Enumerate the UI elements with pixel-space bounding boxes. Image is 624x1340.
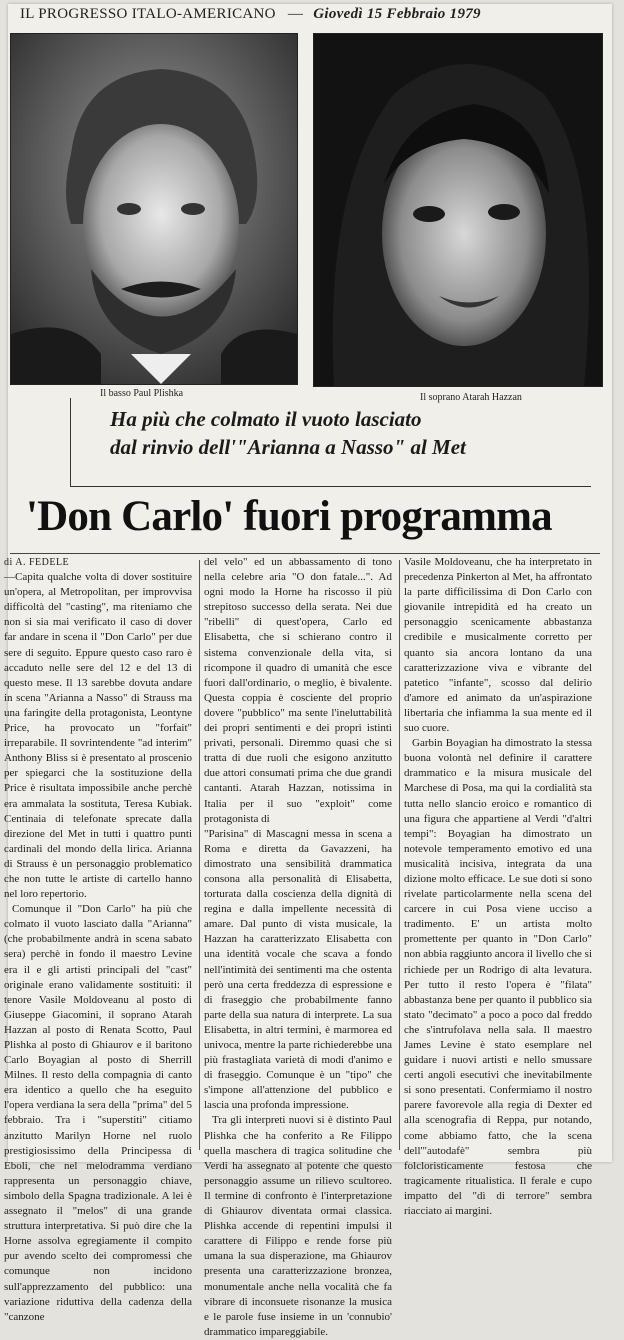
article-column-1 (4, 555, 192, 1323)
article-paragraph: del velo" ed un abbassamento di tono nella celebre aria "O don fatale...". Ad ogni modo la Horne ha riscosso il più strepitoso successo della serata. Nei due "ribelli" di quest'opera, Carlo ed Elisabetta, che si schierano contro il sistema convenzionale della vita, si ricompone il quadro di umanità che esce fuori dall'ordinario, o meglio, è bivalente. Questa coppia è cosciente del proprio dovere "pubblico" ma sente l'ineluttabilità dei propri sentimenti e dei propri istinti privati, personali. Diremmo quasi che si tratta di due ruoli che esigono anzitutto due attori consumati prima che due grandi cantanti. Atarah Hazzan, notissima in Italia per il suo "exploit" come protagonista di (204, 556, 392, 825)
masthead (20, 6, 580, 23)
article-paragraph: Comunque il "Don Carlo" ha più che colmato il vuoto lasciato dalla "Arianna" (che probabilmente andrà in scena sabato sera) perchè in fondo il maestro Levine era il e gli artisti principali del "cast" originale erano validamente sostituiti: il tenore Vasile Moldoveanu al posto di Giuseppe Giacomini, il soprano Atarah Hazzan al posto di Renata Scotto, Paul Plishka al posto di Ghiaurov e il baritono Carlo Boyagian al posto di Sherrill Milnes. Il resto della compagnia di canto era identico a quello che ha eseguito l'opera verdiana la sera della "prima" del 5 febbraio. Tra i "superstiti" citiamo anzitutto Marilyn Horne nel ruolo prestigiosissimo della Principessa di Eboli, che nel melodramma verdiano rappresenta un personaggio chiave, simbolo della Spagna tradizionale. A lei è assegnato il "melos" di una grande struttura interpretativa. Si può dire che la Horne assolva egregiamente il compito pur avendo scelto dei compromessi che comunque non incidono sull'apprezzamento del pubblico: una variazione riduttiva della cadenza della "canzone (4, 903, 192, 1323)
kicker-line-2: dal rinvio dell'"Arianna a Nasso" al Met (110, 435, 466, 459)
column-rule-2 (399, 560, 400, 1150)
headline: 'Don Carlo' fuori programma (26, 493, 552, 540)
article-paragraph: Tra gli interpreti nuovi si è distinto Paul Plishka che ha conferito a Re Filippo quella maschera di tragica solitudine che Verdi ha assegnato al potente che questo personaggio assume un rilievo scultoreo. Il termine di confronto è l'interpretazione di Ghiaurov diventata ormai classica. Plishka accende di repentini impulsi il carattere di Filippo e rende forse più umana la sua disperazione, ma Ghiaurov presenta una caratterizzazione bronzea, monumentale anche nella vocalità che fa vibrare di inconsuete risonanze la musica e le parole fuse insieme in un 'connubio' drammatico impareggiabile. (204, 1114, 392, 1338)
article-paragraph: Garbin Boyagian ha dimostrato la stessa buona volontà nel definire il carattere drammatico e la misura musicale del Marchese di Posa, ma qui la cordialità sta tutta nello slancio eroico e romantico di una figura che appartiene al Verdi "d'altri tempi": Boyagian ha dimostrato un notevole temperamento emotivo ed una musicalità incisiva, integrata da una dizione molto efficace. Le sue doti si sono rivelate particolarmente nella scena del carcere in cui Posa viene ucciso a tradimento. E' un artista molto promettente per quanto in "Don Carlo" non abbia raggiunto ancora il livello che si richiede per un Rodrigo di alta levatura. Per tutto il resto l'opera è "filata" abbastanza bene per quanto il pubblico sia stato "decimato" a poco a poco dal freddo che s'intrufolava nella sala. Il maestro James Levine è stato esemplare nel guidare i nuovi artisti e nello smussare certi angoli esecutivi che inevitabilmente si sono presentati. Confermiamo il nostro parere favorevole alla regia di Dexter ed alla scenografia di Reppa, pur notando, come abbiamo fatto, che la scena dell'"autodafè" sembra più folcloristicamente festosa che tragicamente ritualistica. Il ferale e cupo impatto del "dì di terrore" sembra riacciato ai margini. (404, 737, 592, 1218)
kicker-line-1: Ha più che colmato il vuoto lasciato (110, 407, 422, 431)
kicker (110, 405, 580, 461)
photo-caption-left: Il basso Paul Plishka (100, 388, 184, 399)
article-paragraph: "Parisina" di Mascagni messa in scena a Roma e diretta da Gavazzeni, ha dimostrato una sensibilità drammatica consona alla personalità di Elisabetta, torturata dalla coscienza della dignità di regina e dalla impellente necessità di amare. Dal punto di vista musicale, la Hazzan ha caratterizzato Elisabetta con una identità vocale che scava a fondo nell'intimità dei sentimenti ma che ostenta però una certa freddezza di espressione e di fraseggio che probabilmente fanno parte della sua natura di interprete. La sua Elisabetta, in altri termini, è marmorea ed univoca, mentre la parte richiederebbe una più frastagliata varietà di modi d'animo e di fraseggio. Comunque è un "tipo" che s'impone all'attenzione del pubblico e lascia una profonda impressione. (204, 827, 392, 1112)
photo-caption-right: Il soprano Atarah Hazzan (420, 392, 522, 403)
headline-rule (10, 553, 600, 554)
newspaper-name: IL PROGRESSO ITALO-AMERICANO (20, 6, 276, 22)
article-paragraph: Vasile Moldoveanu, che ha interpretato in precedenza Pinkerton al Met, ha affrontato la parte difficilissima di Don Carlo con giovanile intrepidità ed ha creato un personaggio scenicamente abbastanza credibile e musicalmente corretto per quanto sia ancora lontano da una caratterizzazione viva e vibrante del patetico "infante", scosso dal delirio d'amore ed animato da un'aspirazione libertaria che infiamma la sua mente ed il suo cuore. (404, 556, 592, 735)
issue-date: Giovedì 15 Febbraio 1979 (313, 6, 481, 22)
article-paragraph: —Capita qualche volta di dover sostituire un'opera, al Metropolitan, per improvvisa difficoltà del "casting", ma riteniamo che non si sia mai verificato il caso di dover far andare in scena il "Don Carlo" per due sere di seguito. Eppure questo caso raro è accaduto nelle sere del 12 e del 13 di questo mese. Il 13 sarebbe dovuta andare in scena "Arianna a Nasso" di Strauss ma una faringite della protagonista, Leontyne Price, ha provocato un "forfait" irreparabile. Il sovrintendente "ad interim" Anthony Bliss si è presentato al proscenio per spiegarci che la sostituzione della Price è risultata impossibile anche perchè era ammalata la sostituta, Teresa Kubiak. Centinaia di telefonate sprecate dalla direzione del Met in tutti i quattro punti cardinali del mondo della lirica. Arianna di Strauss è un personaggio problematico che non tutte le artiste di cartello hanno nel loro repertorio. (4, 571, 192, 901)
article-column-3 (404, 555, 592, 1218)
article-column-2 (204, 555, 392, 1338)
photo-atarah-hazzan (313, 33, 603, 387)
masthead-separator: — (287, 6, 304, 22)
byline: di A. FEDELE (4, 557, 70, 568)
column-rule-1 (199, 560, 200, 1150)
photo-paul-plishka (10, 33, 298, 385)
